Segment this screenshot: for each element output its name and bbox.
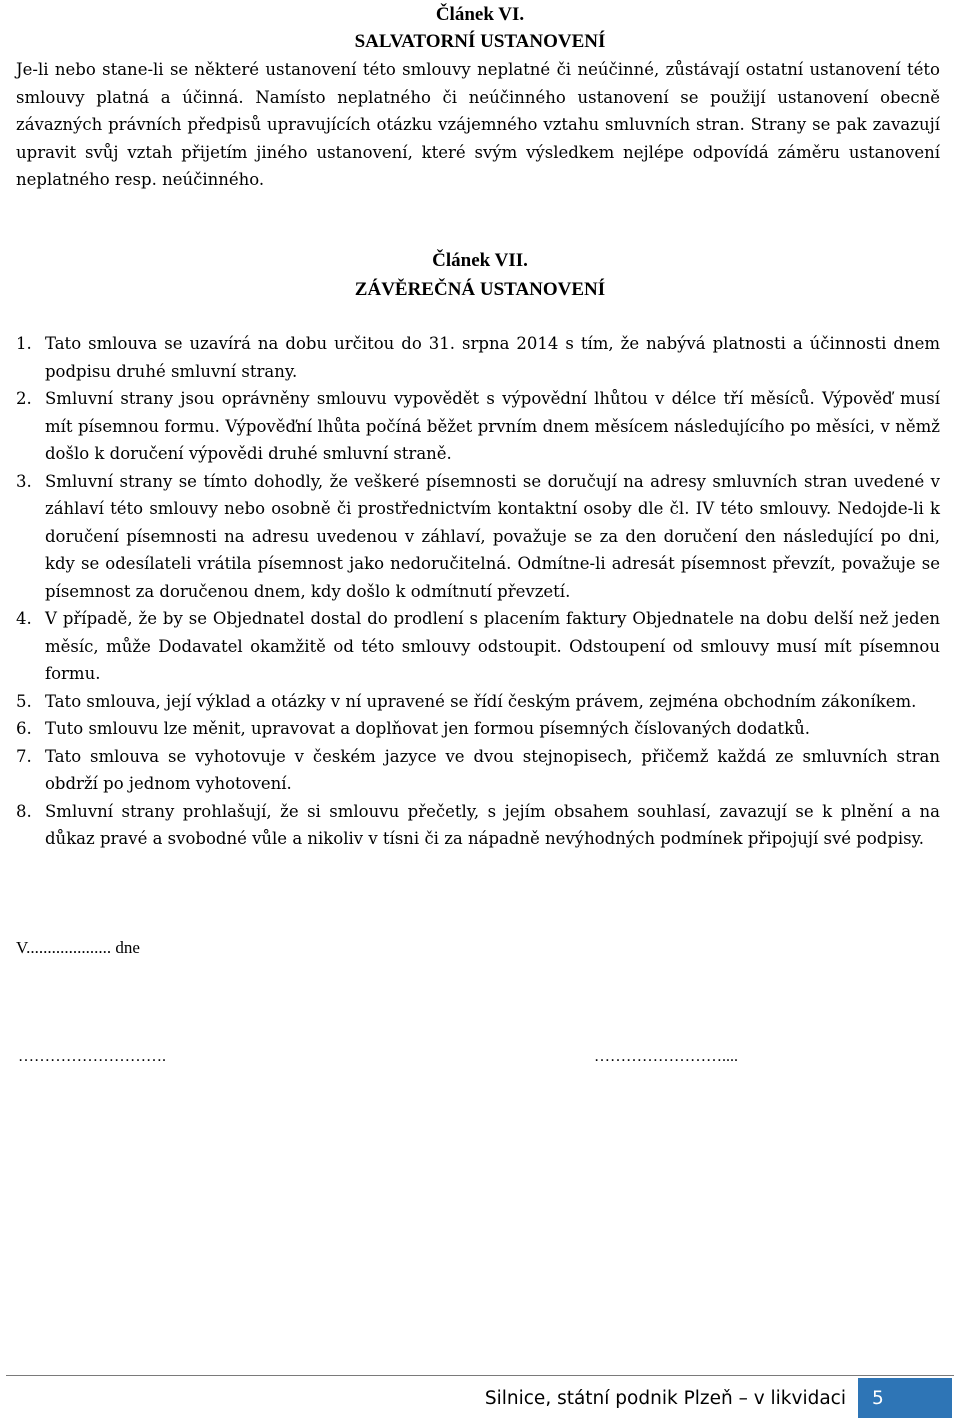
item-text: V případě, že by se Objednatel dostal do prodlení s placením faktury Objednatele na dobu delší než jeden měsíc, může Dodavatel okamžitě od této smlouvy odstoupit. Odstoupení od smlouvy musí mít písemnou formu. [45, 609, 940, 683]
list-item [16, 468, 940, 606]
item-text: Tato smlouva se uzavírá na dobu určitou do 31. srpna 2014 s tím, že nabývá platnosti a účinnosti dnem podpisu druhé smluvní strany. [45, 334, 940, 381]
item-number: 8. [16, 801, 32, 821]
item-number: 4. [16, 609, 32, 628]
item-text: Tato smlouva, její výklad a otázky v ní upravené se řídí českým právem, zejména obchodním zákoníkem. [45, 691, 917, 711]
signature-line-right: …………………….... [594, 1048, 738, 1065]
item-text: Tuto smlouvu lze měnit, upravovat a doplňovat jen formou písemných číslovaných dodatků. [45, 719, 810, 738]
item-number: 2. [16, 389, 32, 408]
article-7-heading [0, 247, 960, 303]
item-text: Smluvní strany se tímto dohodly, že veškeré písemnosti se doručují na adresy smluvních stran uvedené v záhlaví této smlouvy nebo osobně či prostřednictvím kontaktní osoby dle čl. IV této smlouvy. Nedojde-li k doručení písemnosti na adresu uvedenou v záhlaví, považuje se za den doručení den následující po dni, kdy se odesílateli vrátila písemnost jako nedoručitelná. Odmítne-li adresát písemnost převzít, považuje se písemnost za doručenou dnem, kdy došlo k odmítnutí převzetí. [45, 471, 940, 601]
final-provisions-list [16, 330, 940, 853]
article-6-title: SALVATORNÍ USTANOVENÍ [354, 31, 606, 52]
list-item [16, 688, 940, 716]
item-text: Smluvní strany jsou oprávněny smlouvu vypovědět s výpovědní lhůtou v délce tří měsíců. Výpověď musí mít písemnou formu. Výpověďní lhůta počíná běžet prvním dnem měsícem následujícího po měsíci, v němž došlo k doručení výpovědi druhé smluvní straně. [45, 389, 940, 463]
list-item [16, 798, 940, 853]
article-6-number: Článek VI. [435, 4, 525, 25]
page-number: 5 [858, 1378, 952, 1418]
article-7-number: Článek VII. [432, 250, 528, 271]
page-footer [485, 1378, 952, 1418]
item-number: 7. [16, 746, 32, 766]
item-number: 1. [16, 334, 32, 353]
item-number: 5. [16, 691, 32, 711]
list-item [16, 715, 940, 743]
signature-line-left: ………………………. [18, 1048, 166, 1065]
item-text: Tato smlouva se vyhotovuje v českém jazyce ve dvou stejnopisech, přičemž každá ze smluvních stran obdrží po jednom vyhotovení. [45, 746, 940, 793]
list-item [16, 385, 940, 468]
list-item [16, 330, 940, 385]
list-item [16, 605, 940, 688]
article-6-text: Je-li nebo stane-li se některé ustanovení této smlouvy neplatné či neúčinné, zůstávají ostatní ustanovení této smlouvy platná a účinná. Namísto neplatného či neúčinného ustanovení se použijí ustanovení obecně závazných právních předpisů upravujících otázku vzájemného vztahu smluvních stran. Strany se pak zavazují upravit svůj vztah přijetím jiného ustanovení, které svým výsledkem nejlépe odpovídá záměru ustanovení neplatného resp. neúčinného. [16, 60, 940, 189]
article-7-title: ZÁVĚREČNÁ USTANOVENÍ [354, 279, 606, 300]
item-number: 6. [16, 719, 32, 738]
item-text: Smluvní strany prohlašují, že si smlouvu přečetly, s jejím obsahem souhlasí, zavazují se k plnění a na důkaz pravé a svobodné vůle a nikoliv v tísni či za nápadně nevýhodných podmínek připojují své podpisy. [45, 801, 940, 848]
item-number: 3. [16, 471, 32, 491]
list-item [16, 743, 940, 798]
footer-organization: Silnice, státní podnik Plzeň – v likvidaci [484, 1387, 846, 1409]
article-6-heading [0, 1, 960, 55]
place-date-line: V.................... dne [16, 938, 140, 957]
footer-divider [6, 1375, 954, 1376]
